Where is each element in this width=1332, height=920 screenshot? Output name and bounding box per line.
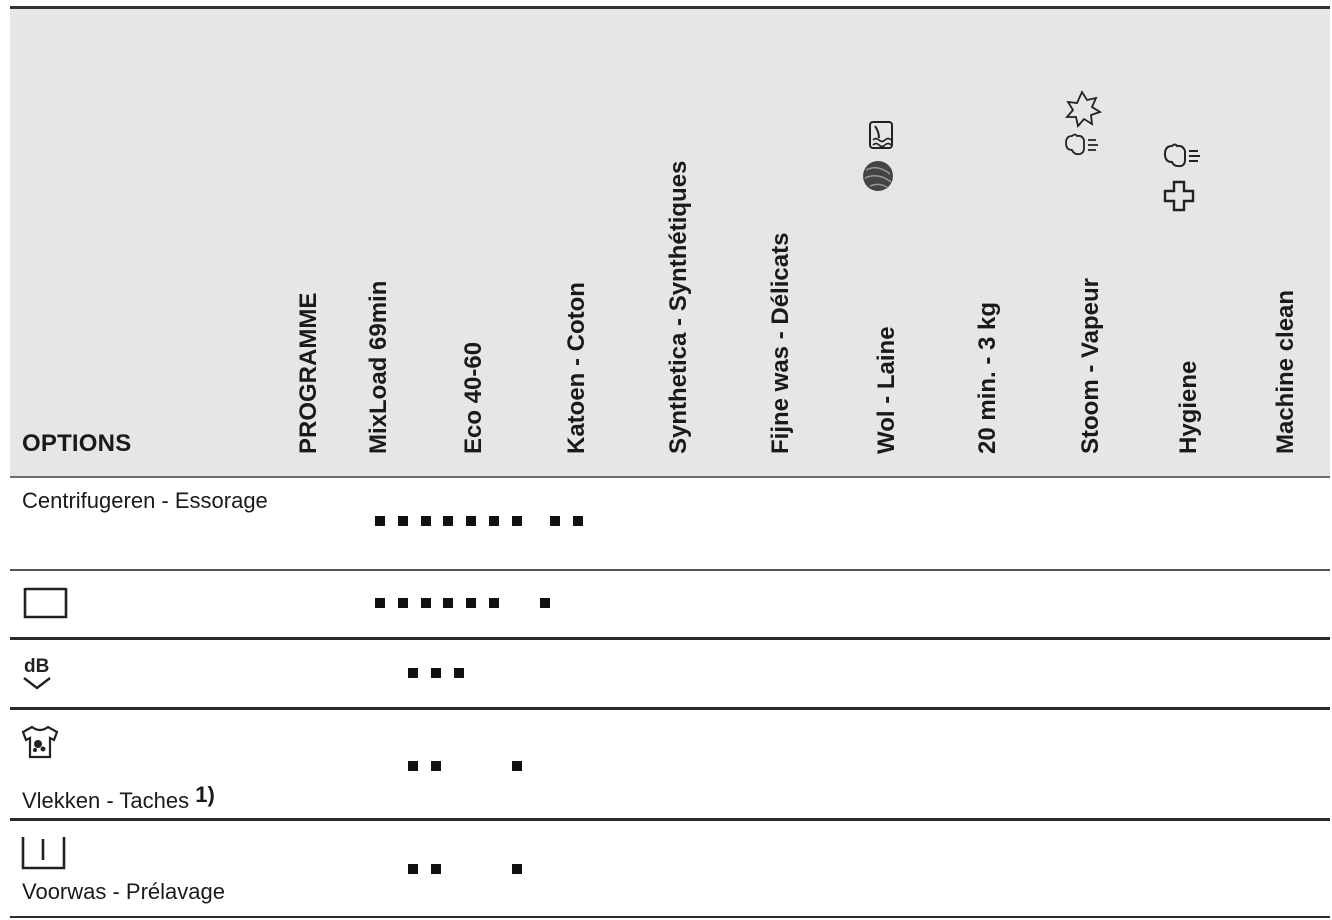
steam-icon bbox=[1060, 88, 1106, 170]
program-header-eco: Eco 40-60 bbox=[460, 341, 487, 454]
program-header-steam: Stoom - Vapeur bbox=[1077, 277, 1104, 454]
option-dot bbox=[466, 516, 476, 526]
option-dot bbox=[431, 668, 441, 678]
program-header-wool: Wol - Laine bbox=[873, 326, 900, 454]
hygiene-icon bbox=[1160, 140, 1204, 222]
stain-shirt-icon bbox=[20, 724, 60, 760]
option-dot bbox=[466, 598, 476, 608]
option-dot bbox=[421, 516, 431, 526]
option-dot bbox=[512, 864, 522, 874]
option-dot bbox=[489, 516, 499, 526]
option-dot bbox=[421, 598, 431, 608]
program-header-synthetics: Synthetica - Synthétiques bbox=[665, 160, 692, 454]
rinse-hold-icon bbox=[22, 584, 70, 622]
option-dot bbox=[398, 598, 408, 608]
row-divider bbox=[10, 569, 1330, 571]
option-dot bbox=[398, 516, 408, 526]
option-dot bbox=[431, 761, 441, 771]
option-dot bbox=[431, 864, 441, 874]
row-divider bbox=[10, 818, 1330, 821]
program-header-delicates: Fijne was - Délicats bbox=[767, 232, 794, 454]
svg-text:dB: dB bbox=[24, 656, 50, 677]
option-dot bbox=[512, 516, 522, 526]
prewash-icon bbox=[20, 834, 68, 872]
option-dot bbox=[408, 864, 418, 874]
option-dot bbox=[454, 668, 464, 678]
option-dot bbox=[540, 598, 550, 608]
option-dot bbox=[550, 516, 560, 526]
option-dot bbox=[573, 516, 583, 526]
option-dot bbox=[489, 598, 499, 608]
row-label-stain bbox=[22, 782, 215, 814]
option-dot bbox=[512, 761, 522, 771]
option-dot bbox=[443, 516, 453, 526]
option-dot bbox=[408, 761, 418, 771]
footnote-marker: 1) bbox=[195, 782, 215, 807]
quiet-db-icon bbox=[20, 653, 60, 693]
program-header-mixload: MixLoad 69min bbox=[365, 280, 392, 454]
program-header-machine-clean: Machine clean bbox=[1272, 289, 1299, 454]
row-divider bbox=[10, 637, 1330, 640]
option-dot bbox=[408, 668, 418, 678]
option-dot bbox=[375, 516, 385, 526]
row-label-prewash: Voorwas - Prélavage bbox=[22, 879, 225, 904]
row-label-spin: Centrifugeren - Essorage bbox=[22, 488, 268, 513]
program-header-20min: 20 min. - 3 kg bbox=[974, 301, 1001, 454]
program-header-hygiene: Hygiene bbox=[1175, 360, 1202, 454]
options-header: OPTIONS bbox=[22, 430, 132, 457]
programme-header: PROGRAMME bbox=[295, 292, 322, 454]
option-dot bbox=[443, 598, 453, 608]
wool-icon bbox=[858, 118, 898, 200]
program-header-cotton: Katoen - Coton bbox=[563, 282, 590, 454]
stain-label-text: Vlekken - Taches bbox=[22, 788, 190, 813]
option-dot bbox=[375, 598, 385, 608]
row-divider bbox=[10, 916, 1330, 918]
row-divider bbox=[10, 707, 1330, 710]
